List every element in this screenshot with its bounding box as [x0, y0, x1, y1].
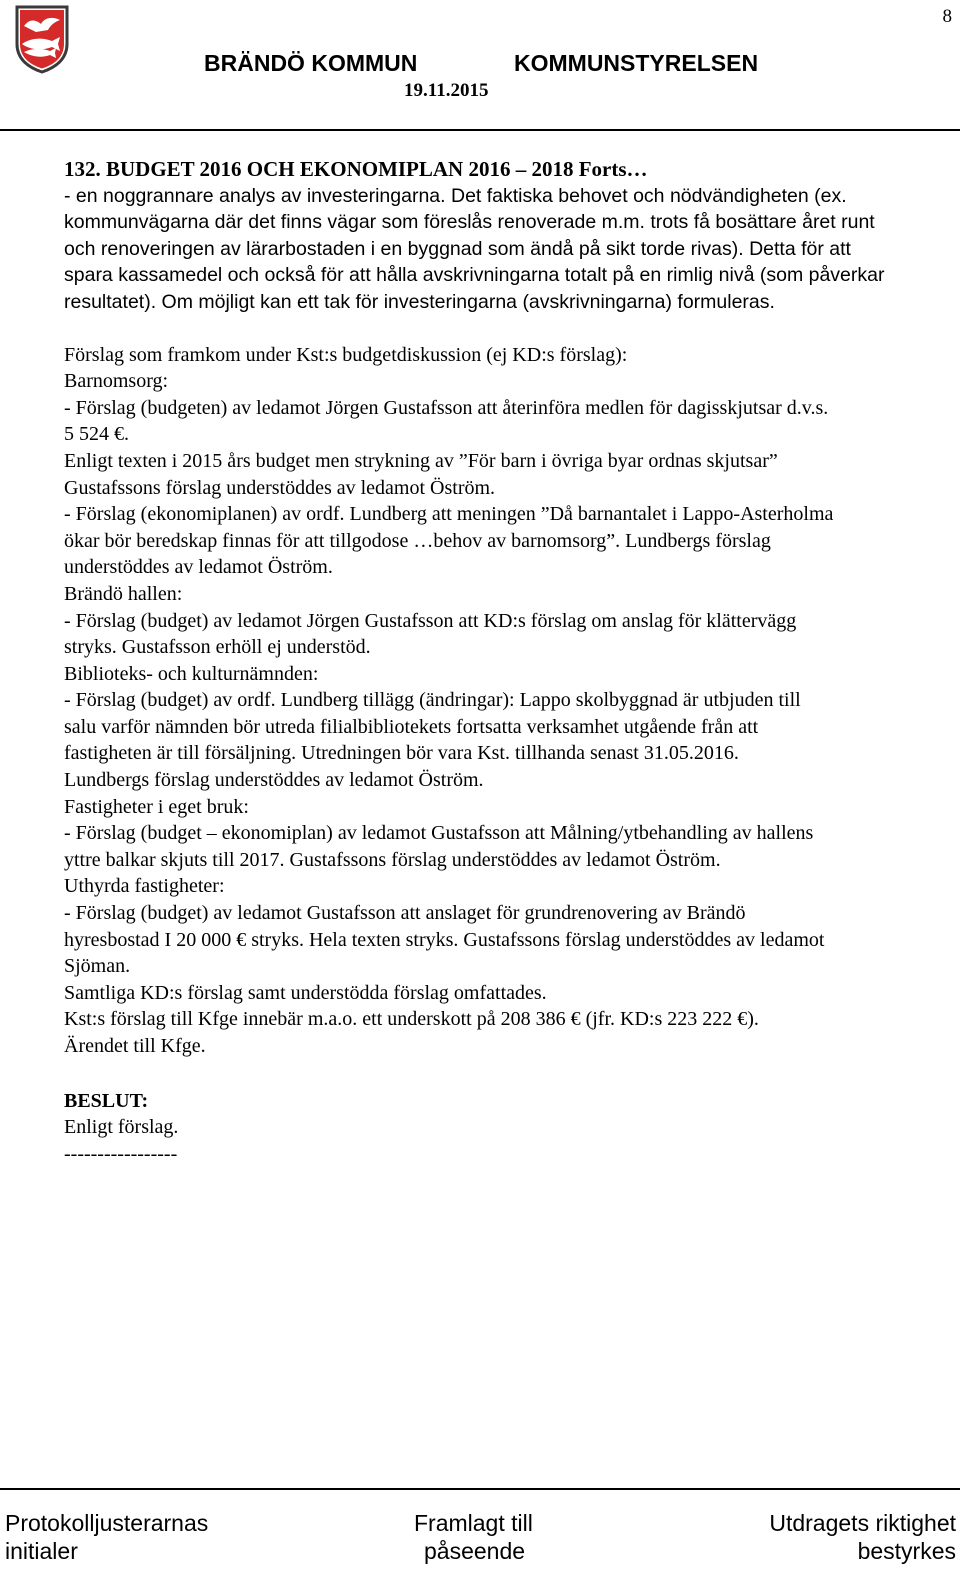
- body-line: - Förslag (budget) av ledamot Jörgen Gustafsson att KD:s förslag om anslag för klättervägg: [64, 609, 797, 632]
- section-heading: 132. BUDGET 2016 OCH EKONOMIPLAN 2016 – 2018 Forts…: [64, 157, 648, 181]
- paragraph-gap: [64, 1060, 956, 1088]
- page-number: 8: [942, 6, 952, 27]
- body-line: - Förslag (budget) av ordf. Lundberg tillägg (ändringar): Lappo skolbyggnad är utbjuden till: [64, 689, 801, 712]
- body-line: Samtliga KD:s förslag samt understödda förslag omfattades.: [64, 981, 547, 1004]
- body-line: salu varför nämnden bör utreda filialbibliotekets fortsatta verksamhet utgående från att: [64, 715, 759, 738]
- footer-posted-label: [414, 1509, 533, 1565]
- body-line: Ärendet till Kfge.: [64, 1035, 206, 1057]
- body-line: Biblioteks- och kulturnämnden:: [64, 662, 319, 685]
- body-line: stryks. Gustafsson erhöll ej understöd.: [64, 636, 371, 659]
- footer-divider: [0, 1488, 960, 1490]
- body-line: - Förslag (budgeten) av ledamot Jörgen Gustafsson att återinföra medlen för dagisskjutsar d.v.s.: [64, 396, 829, 419]
- end-rule: -----------------: [64, 1142, 178, 1165]
- footer-right-line: Utdragets riktighet: [769, 1510, 956, 1536]
- intro-line: kommunvägarna där det finns vägar som föreslås renoverade m.m. trots få bosättare året runt: [64, 211, 875, 234]
- footer-certified-label: [769, 1509, 956, 1565]
- body-line: 5 524 €.: [64, 423, 129, 446]
- intro-line: spara kassamedel och också för att hålla avskrivningarna totalt på en rimlig nivå (som påverkar: [64, 264, 885, 287]
- body-line: - Förslag (budget – ekonomiplan) av ledamot Gustafsson att Målning/ytbehandling av hallens: [64, 822, 814, 845]
- body-line: Uthyrda fastigheter:: [64, 875, 225, 898]
- body-line: Enligt texten i 2015 års budget men strykning av ”För barn i övriga byar ordnas skjutsar”: [64, 449, 778, 472]
- header-divider: [0, 129, 960, 131]
- municipality-name: BRÄNDÖ KOMMUN: [204, 50, 418, 76]
- footer-mid-line: Framlagt till: [414, 1510, 533, 1536]
- paragraph-gap: [64, 316, 956, 342]
- body-line: Sjöman.: [64, 955, 131, 978]
- body-line: Lundbergs förslag understöddes av ledamot Öström.: [64, 769, 484, 792]
- body-line: yttre balkar skjuts till 2017. Gustafssons förslag understöddes av ledamot Öström.: [64, 848, 721, 871]
- governing-body-name: KOMMUNSTYRELSEN: [514, 50, 759, 76]
- municipal-crest-icon: [14, 4, 70, 74]
- minutes-body: [64, 156, 956, 1167]
- decision-text: Enligt förslag.: [64, 1116, 179, 1139]
- meeting-date: 19.11.2015: [404, 80, 489, 101]
- body-line: fastigheten är till försäljning. Utredningen bör vara Kst. tillhanda senast 31.05.2016.: [64, 742, 739, 765]
- footer-left-line: Protokolljusterarnas: [5, 1510, 209, 1536]
- body-line: Kst:s förslag till Kfge innebär m.a.o. ett underskott på 208 386 € (jfr. KD:s 223 222 €).: [64, 1008, 759, 1031]
- footer-mid-line: påseende: [424, 1538, 526, 1564]
- body-line: Fastigheter i eget bruk:: [64, 795, 249, 818]
- body-line: Brändö hallen:: [64, 582, 183, 605]
- intro-line: resultatet). Om möjligt kan ett tak för investeringarna (avskrivningarna) formuleras.: [64, 290, 775, 313]
- intro-line: och renoveringen av lärarbostaden i en byggnad som ändå på sikt torde rivas). Detta för att: [64, 237, 851, 260]
- body-line: Förslag som framkom under Kst:s budgetdiskussion (ej KD:s förslag):: [64, 343, 628, 366]
- body-line: Barnomsorg:: [64, 370, 169, 393]
- footer-initials-label: [5, 1509, 208, 1565]
- body-line: - Förslag (budget) av ledamot Gustafsson att anslaget för grundrenovering av Brändö: [64, 902, 746, 925]
- intro-line: - en noggrannare analys av investeringarna. Det faktiska behovet och nödvändigheten (ex.: [64, 184, 847, 207]
- body-line: Gustafssons förslag understöddes av ledamot Öström.: [64, 476, 496, 499]
- body-line: hyresbostad I 20 000 € stryks. Hela texten stryks. Gustafssons förslag understöddes av ledamot: [64, 928, 825, 951]
- body-line: ökar bör beredskap finnas för att tillgodose …behov av barnomsorg”. Lundbergs förslag: [64, 529, 771, 552]
- footer-right-line: bestyrkes: [857, 1538, 956, 1564]
- footer-left-line: initialer: [5, 1538, 78, 1564]
- decision-label: BESLUT:: [64, 1089, 149, 1112]
- body-line: understöddes av ledamot Öström.: [64, 556, 333, 579]
- body-line: - Förslag (ekonomiplanen) av ordf. Lundberg att meningen ”Då barnantalet i Lappo-Asterholma: [64, 503, 834, 526]
